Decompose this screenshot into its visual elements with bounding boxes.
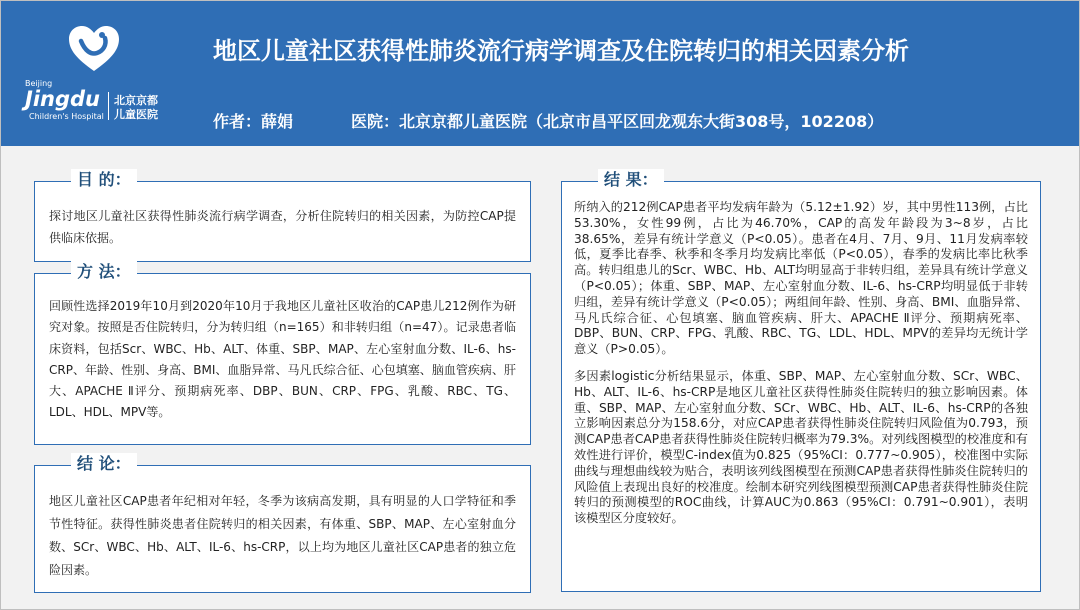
methods-text: 回顾性选择2019年10月到2020年10月于我地区儿童社区收治的CAP患儿212例作为研究对象。按照是否住院转归，分为转归组（n=165）和非转归组（n=47）。记录患者临床资料，包括Scr、WBC、Hb、ALT、体重、SBP、MAP、左心室射血分数、IL-6、hs-CRP、年龄、性别、身高、BMI、血脂异常、马凡氏综合征、心包填塞、脑血管疾病、肝大、APACHE Ⅱ评分、预期病死率、DBP、BUN、CRP、FPG、乳酸、RBC、TG、LDL、HDL、MPV等。 bbox=[49, 299, 516, 420]
logo-beijing-text: Beijing bbox=[25, 79, 53, 88]
header-banner bbox=[1, 1, 1079, 146]
author-label: 作者：薛娟 bbox=[213, 112, 294, 131]
logo-hospital-en: Children's Hospital bbox=[29, 112, 104, 121]
purpose-heading: 目 的： bbox=[71, 169, 137, 191]
results-text bbox=[562, 182, 1040, 527]
methods-heading: 方 法： bbox=[71, 261, 137, 283]
conclusion-text: 地区儿童社区CAP患者年纪相对年轻，冬季为该病高发期，具有明显的人口学特征和季节性特征。获得性肺炎患者住院转归的相关因素，有体重、SBP、MAP、左心室射血分数、SCr、WBC、Hb、ALT、IL-6、hs-CRP，以上均为地区儿童社区CAP患者的独立危险因素。 bbox=[49, 494, 516, 577]
results-paragraph-2: 多因素logistic分析结果显示，体重、SBP、MAP、左心室射血分数、SCr、WBC、Hb、ALT、IL-6、hs-CRP是地区儿童社区获得性肺炎住院转归的独立影响因素。体重、SBP、MAP、左心室射血分数、SCr、WBC、Hb、ALT、IL-6、hs-CRP的各独立影响因素总分为158.6分，对应CAP患者获得性肺炎住院转归风险值为0.793，预测CAP患者CAP患者获得性肺炎住院转归概率为79.3%。对列线图模型的校准度和有效性进行评价，模型C-index值为0.825（95%CI：0.777~0.905），校准图中实际曲线与理想曲线较为贴合，表明该列线图模型在预测CAP患者获得性肺炎住院转归的风险值上表现出良好的校准度。绘制本研究列线图模型预测CAP患者获得性肺炎住院转归的预测模型的ROC曲线，计算AUC为0.863（95%CI：0.791~0.901），表明该模型区分度较好。 bbox=[574, 368, 1028, 526]
methods-section bbox=[34, 262, 531, 445]
author-line bbox=[213, 109, 883, 132]
conclusion-heading: 结 论： bbox=[71, 453, 137, 475]
logo-cn-line1: 北京京都 bbox=[114, 94, 158, 107]
hospital-label: 医院：北京京都儿童医院（北京市昌平区回龙观东大街308号，102208） bbox=[351, 112, 884, 131]
results-paragraph-1: 所纳入的212例CAP患者平均发病年龄为（5.12±1.92）岁，其中男性113例，占比53.30%，女性99例，占比为46.70%，CAP的高发年龄段为3~8岁，占比38.65%，差异有统计学意义（P<0.05）。患者在4月、7月、9月、11月发病率较低，夏季比春季、秋季和冬季月均发病比率低（P<0.05），春季的发病比率比秋季高。转归组患儿的Scr、WBC、Hb、ALT均明显高于非转归组，差异具有统计学意义（P<0.05）；体重、SBP、MAP、左心室射血分数、IL-6、hs-CRP均明显低于非转归组，差异有统计学意义（P<0.05）；两组间年龄、性别、身高、BMI、血脂异常、马凡氏综合征、心包填塞、脑血管疾病、肝大、APACHE Ⅱ评分、预期病死率、DBP、BUN、CRP、FPG、乳酸、RBC、TG、LDL、HDL、MPV的差异均无统计学意义（P>0.05）。 bbox=[574, 200, 1028, 357]
logo-wordmark: Jingdu bbox=[25, 87, 100, 111]
heart-icon bbox=[67, 25, 121, 73]
logo-divider bbox=[108, 92, 109, 120]
logo-cn-line2: 儿童医院 bbox=[114, 108, 158, 121]
poster-title: 地区儿童社区获得性肺炎流行病学调查及住院转归的相关因素分析 bbox=[213, 37, 909, 65]
purpose-section bbox=[34, 170, 531, 262]
results-heading: 结 果： bbox=[598, 169, 664, 191]
results-section bbox=[561, 170, 1041, 592]
hospital-logo bbox=[1, 1, 184, 146]
conclusion-section bbox=[34, 454, 531, 593]
purpose-text: 探讨地区儿童社区获得性肺炎流行病学调查，分析住院转归的相关因素，为防控CAP提供临床依据。 bbox=[49, 209, 516, 245]
